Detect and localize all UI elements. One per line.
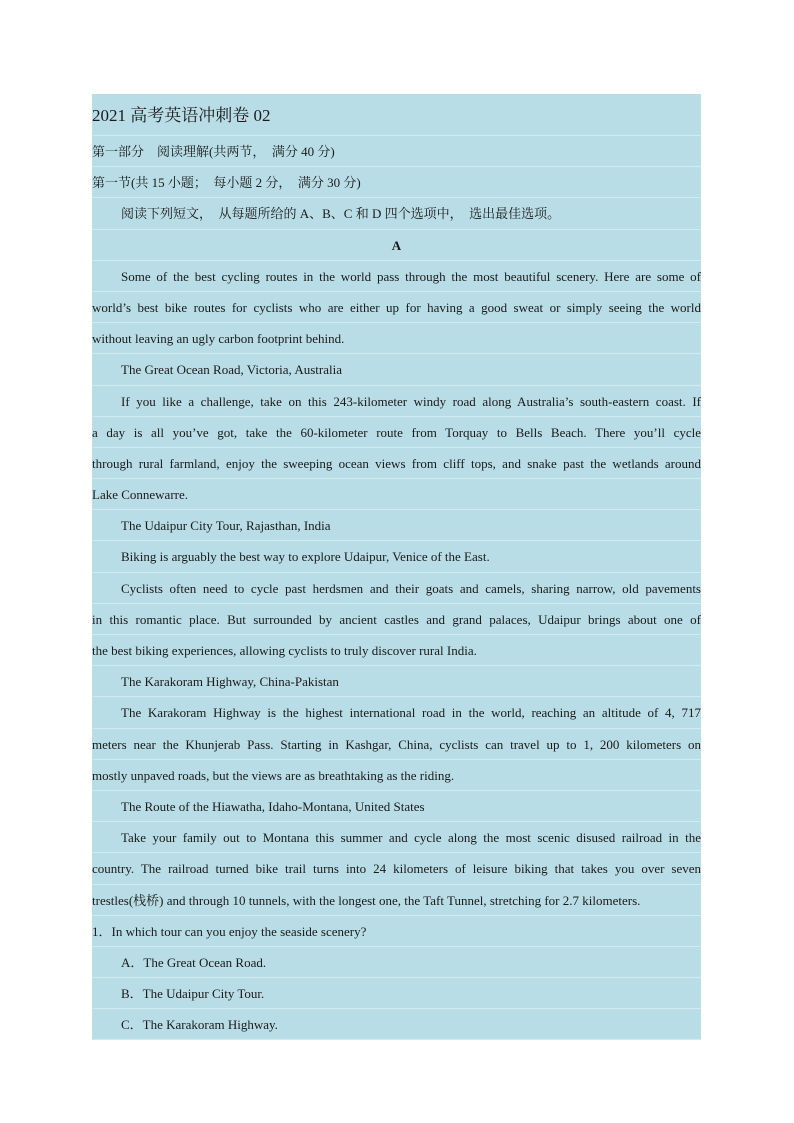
instruction-text: 阅读下列短文， 从每题所给的 A、B、C 和 D 四个选项中， 选出最佳选项。	[92, 198, 701, 229]
route-text-line: country. The railroad turned bike trail turns into 24 kilometers of leisure biking that takes you over seven	[92, 853, 701, 884]
route-text-line: Biking is arguably the best way to explore Udaipur, Venice of the East.	[92, 541, 701, 572]
intro-line: Some of the best cycling routes in the world pass through the most beautiful scenery. Here are some of	[92, 261, 701, 292]
route-title: The Karakoram Highway, China-Pakistan	[92, 666, 701, 697]
intro-line: world’s best bike routes for cyclists who are either up for having a good sweat or simply seeing the world	[92, 292, 701, 323]
route-title: The Great Ocean Road, Victoria, Australia	[92, 354, 701, 385]
route-text-line: Lake Connewarre.	[92, 479, 701, 510]
document-page	[92, 94, 701, 1040]
answer-option: A．The Great Ocean Road.	[92, 947, 701, 978]
route-text-line: If you like a challenge, take on this 243-kilometer windy road along Australia’s south-eastern coast. If	[92, 386, 701, 417]
route-text-line: Cyclists often need to cycle past herdsmen and their goats and camels, sharing narrow, old pavements	[92, 573, 701, 604]
route-text-line: a day is all you’ve got, take the 60-kilometer route from Torquay to Bells Beach. There you’ll cycle	[92, 417, 701, 448]
route-text-line: The Karakoram Highway is the highest international road in the world, reaching an altitude of 4, 717	[92, 697, 701, 728]
intro-line: without leaving an ugly carbon footprint behind.	[92, 323, 701, 354]
route-title: The Route of the Hiawatha, Idaho-Montana, United States	[92, 791, 701, 822]
route-text-line: the best biking experiences, allowing cyclists to truly discover rural India.	[92, 635, 701, 666]
route-text-line: mostly unpaved roads, but the views are as breathtaking as the riding.	[92, 760, 701, 791]
passage-label: A	[92, 230, 701, 261]
route-text-line: in this romantic place. But surrounded by ancient castles and grand palaces, Udaipur brings about one of	[92, 604, 701, 635]
route-text-line: through rural farmland, enjoy the sweeping ocean views from cliff tops, and snake past the wetlands around	[92, 448, 701, 479]
route-title: The Udaipur City Tour, Rajasthan, India	[92, 510, 701, 541]
route-text-line: meters near the Khunjerab Pass. Starting in Kashgar, China, cyclists can travel up to 1, 200 kilometers on	[92, 729, 701, 760]
part-heading: 第一部分 阅读理解(共两节， 满分 40 分)	[92, 136, 701, 167]
route-text-line: Take your family out to Montana this summer and cycle along the most scenic disused railroad in the	[92, 822, 701, 853]
answer-option: B．The Udaipur City Tour.	[92, 978, 701, 1009]
route-text-line: trestles(栈桥) and through 10 tunnels, with the longest one, the Taft Tunnel, stretching for 2.7 kilometers.	[92, 885, 701, 916]
question-stem: 1．In which tour can you enjoy the seaside scenery?	[92, 916, 701, 947]
answer-option: C．The Karakoram Highway.	[92, 1009, 701, 1040]
section-heading: 第一节(共 15 小题； 每小题 2 分， 满分 30 分)	[92, 167, 701, 198]
page-title: 2021 高考英语冲刺卷 02	[92, 94, 701, 136]
